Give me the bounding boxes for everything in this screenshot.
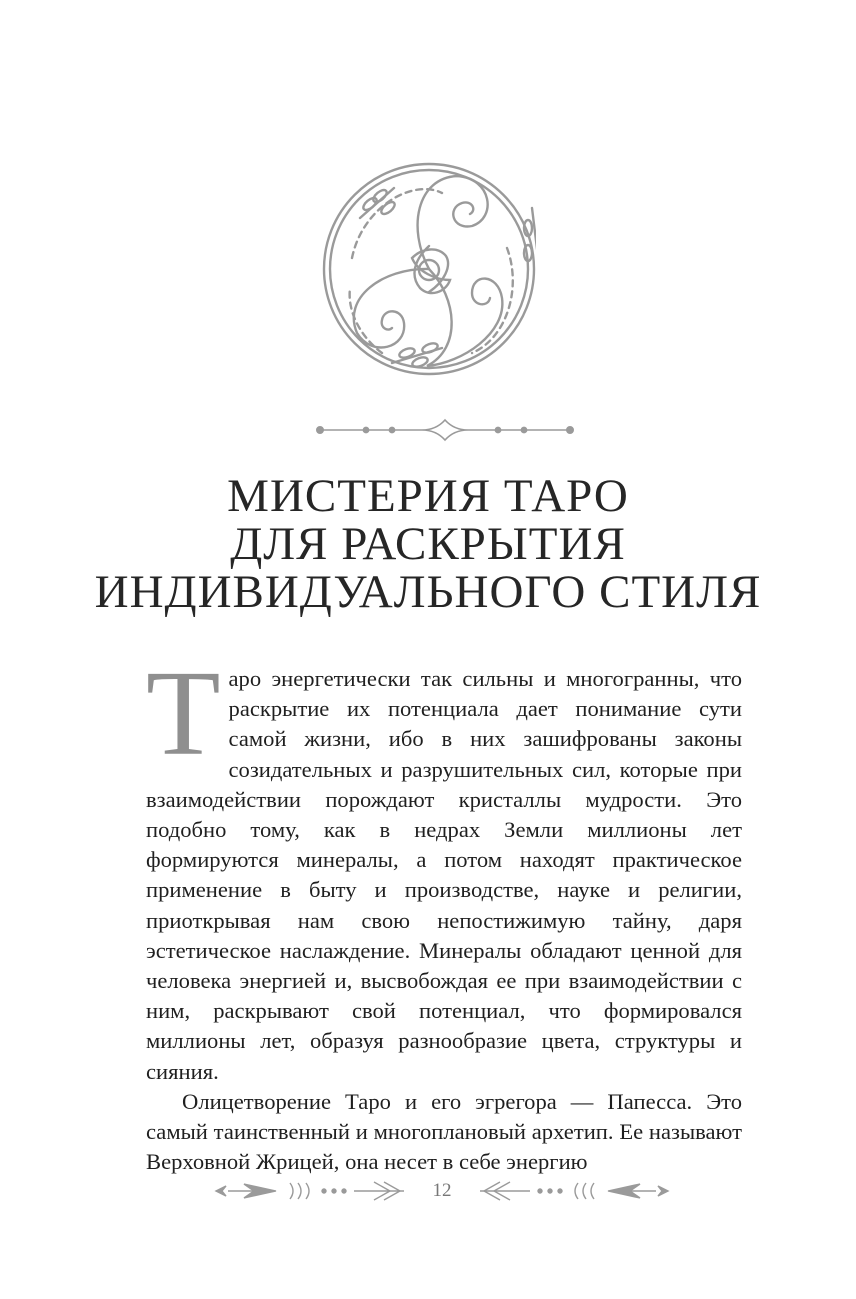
title-line-1: МИСТЕРИЯ ТАРО — [227, 470, 629, 522]
drop-cap: Т — [146, 646, 221, 781]
title-line-3: ИНДИВИДУАЛЬНОГО СТИЛЯ — [94, 566, 762, 618]
title-line-2: ДЛЯ РАСКРЫТИЯ — [230, 518, 626, 570]
body-text — [146, 646, 742, 1177]
arrow-ornament-right-icon — [474, 1176, 670, 1206]
paragraph-1-text: аро энергетически так сильны и многогранны, что раскрытие их потенциала дает понимание сути самой жизни, ибо в них зашифрованы законы созидательных и разрушительных сил, которые при взаимодействии порождают кристаллы мудрости. Это подобно тому, как в недрах Земли миллионы лет формируются минералы, а потом находят практическое применение в быту и производстве, науке и религии, приоткрывая нам свою непостижимую тайну, даря эстетическое наслаждение. Минералы обладают ценной для человека энергией и, высвобождая ее при взаимодействии с ним, раскрывают свой потенциал, что формировался миллионы лет, образуя разнообразие цвета, структуры и сияния. — [146, 666, 742, 1084]
celtic-triskele-icon — [322, 148, 536, 390]
diamond-divider-icon — [314, 416, 576, 444]
page-footer — [214, 1172, 670, 1212]
page-number: 12 — [432, 1180, 452, 1201]
chapter-title — [0, 472, 856, 616]
paragraph-2: Олицетворение Таро и его эгрегора — Папесса. Это самый таинственный и многоплановый архетип. Ее называют Верховной Жрицей, она несет в себе энергию — [146, 1088, 742, 1175]
paragraph-1 — [146, 646, 742, 1087]
